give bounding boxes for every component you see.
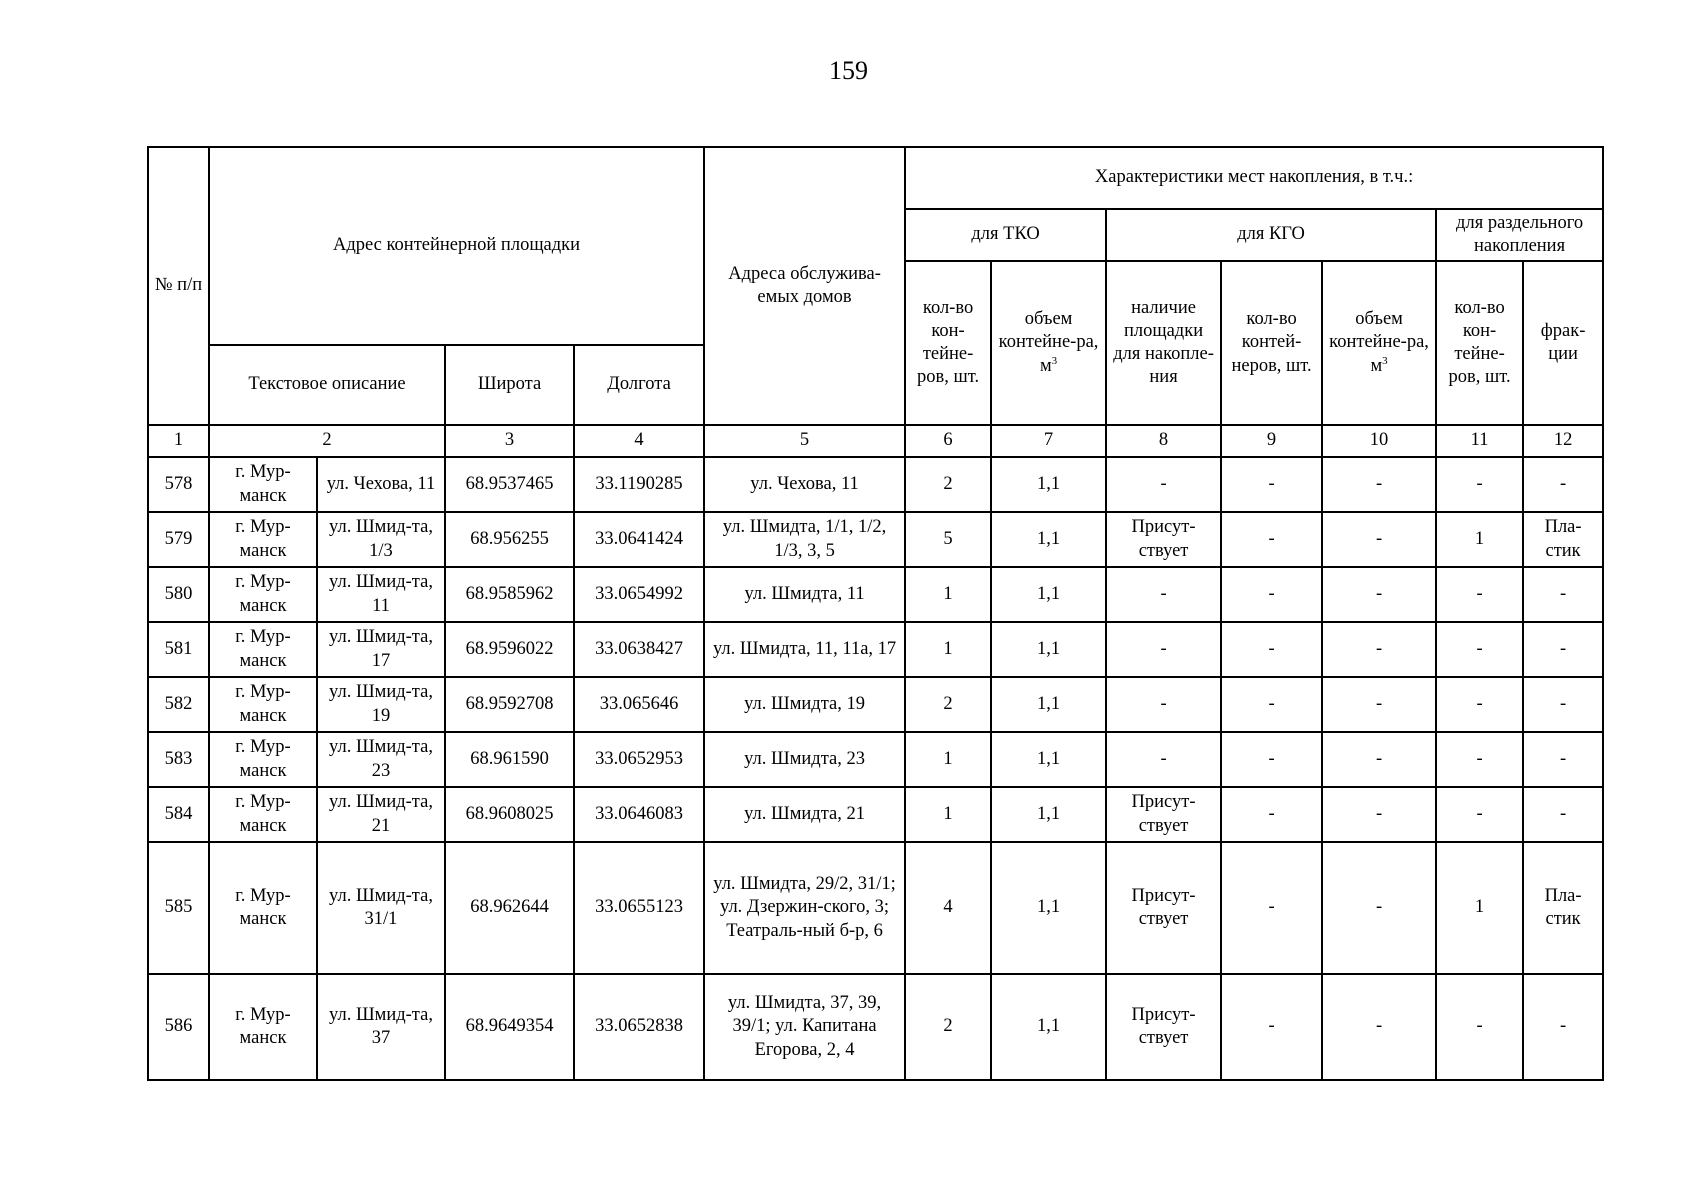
column-number: 1 (148, 425, 209, 457)
header-num: № п/п (148, 147, 209, 425)
row-fractions: - (1523, 974, 1603, 1080)
row-served-houses: ул. Шмидта, 29/2, 31/1; ул. Дзержин-ского, 3; Театраль-ный б-р, 6 (704, 842, 905, 974)
row-latitude: 68.9592708 (445, 677, 574, 732)
row-tko-count: 1 (905, 787, 991, 842)
header-tko-volume: объем контейне-ра, $м^3$ (991, 261, 1106, 425)
column-number: 11 (1436, 425, 1523, 457)
row-longitude: 33.0646083 (574, 787, 704, 842)
row-fractions: - (1523, 677, 1603, 732)
column-number-row (148, 425, 1603, 457)
row-fractions: Пла-стик (1523, 512, 1603, 567)
row-kgo-presence: - (1106, 567, 1221, 622)
row-latitude: 68.9585962 (445, 567, 574, 622)
table-row (148, 457, 1603, 512)
row-kgo-presence: - (1106, 732, 1221, 787)
header-text-description: Текстовое описание (209, 345, 445, 425)
row-tko-count: 4 (905, 842, 991, 974)
row-street: ул. Шмид-та, 23 (317, 732, 445, 787)
row-served-houses: ул. Шмидта, 37, 39, 39/1; ул. Капитана Егорова, 2, 4 (704, 974, 905, 1080)
column-number: 10 (1322, 425, 1436, 457)
header-tko: для ТКО (905, 209, 1106, 261)
row-tko-volume: 1,1 (991, 787, 1106, 842)
column-number: 4 (574, 425, 704, 457)
row-kgo-volume: - (1322, 787, 1436, 842)
row-tko-volume: 1,1 (991, 512, 1106, 567)
row-city: г. Мур-манск (209, 567, 317, 622)
row-separate-count: - (1436, 622, 1523, 677)
row-tko-volume: 1,1 (991, 732, 1106, 787)
row-tko-count: 2 (905, 677, 991, 732)
row-kgo-volume: - (1322, 677, 1436, 732)
row-longitude: 33.0652838 (574, 974, 704, 1080)
row-street: ул. Шмид-та, 17 (317, 622, 445, 677)
table-row (148, 567, 1603, 622)
row-kgo-count: - (1221, 457, 1322, 512)
row-tko-volume: 1,1 (991, 842, 1106, 974)
header-tko-count: кол-во кон-тейне-ров, шт. (905, 261, 991, 425)
table-row (148, 677, 1603, 732)
header-separate-count: кол-во кон-тейне-ров, шт. (1436, 261, 1523, 425)
table-row (148, 842, 1603, 974)
row-tko-volume: 1,1 (991, 567, 1106, 622)
table-row (148, 974, 1603, 1080)
row-tko-volume: 1,1 (991, 677, 1106, 732)
row-kgo-count: - (1221, 622, 1322, 677)
row-kgo-count: - (1221, 677, 1322, 732)
row-longitude: 33.0641424 (574, 512, 704, 567)
row-number: 586 (148, 974, 209, 1080)
column-number: 5 (704, 425, 905, 457)
row-fractions: - (1523, 457, 1603, 512)
row-served-houses: ул. Шмидта, 23 (704, 732, 905, 787)
row-city: г. Мур-манск (209, 842, 317, 974)
row-latitude: 68.9537465 (445, 457, 574, 512)
row-longitude: 33.0655123 (574, 842, 704, 974)
row-city: г. Мур-манск (209, 974, 317, 1080)
row-fractions: - (1523, 567, 1603, 622)
row-kgo-presence: - (1106, 622, 1221, 677)
column-number: 3 (445, 425, 574, 457)
row-kgo-volume: - (1322, 974, 1436, 1080)
row-kgo-volume: - (1322, 622, 1436, 677)
header-characteristics: Характеристики мест накопления, в т.ч.: (905, 147, 1603, 209)
row-tko-volume: 1,1 (991, 457, 1106, 512)
header-kgo: для КГО (1106, 209, 1436, 261)
row-separate-count: 1 (1436, 842, 1523, 974)
header-fractions: фрак-ции (1523, 261, 1603, 425)
row-tko-count: 5 (905, 512, 991, 567)
row-tko-count: 1 (905, 732, 991, 787)
row-separate-count: - (1436, 567, 1523, 622)
row-separate-count: - (1436, 974, 1523, 1080)
row-number: 582 (148, 677, 209, 732)
row-tko-volume: 1,1 (991, 622, 1106, 677)
row-latitude: 68.9596022 (445, 622, 574, 677)
header-kgo-count: кол-во контей-неров, шт. (1221, 261, 1322, 425)
row-separate-count: - (1436, 677, 1523, 732)
header-address: Адрес контейнерной площадки (209, 147, 704, 345)
row-street: ул. Шмид-та, 31/1 (317, 842, 445, 974)
row-separate-count: 1 (1436, 512, 1523, 567)
header-separate: для раздельного накопления (1436, 209, 1603, 261)
row-separate-count: - (1436, 732, 1523, 787)
row-served-houses: ул. Шмидта, 11 (704, 567, 905, 622)
row-street: ул. Шмид-та, 11 (317, 567, 445, 622)
row-fractions: - (1523, 787, 1603, 842)
row-city: г. Мур-манск (209, 622, 317, 677)
row-street: ул. Шмид-та, 21 (317, 787, 445, 842)
row-latitude: 68.961590 (445, 732, 574, 787)
row-kgo-volume: - (1322, 457, 1436, 512)
row-number: 584 (148, 787, 209, 842)
header-kgo-volume: объем контейне-ра, $м^3$ (1322, 261, 1436, 425)
row-longitude: 33.0638427 (574, 622, 704, 677)
row-longitude: 33.0654992 (574, 567, 704, 622)
row-fractions: Пла-стик (1523, 842, 1603, 974)
table-row (148, 787, 1603, 842)
header-served-houses: Адреса обслужива-емых домов (704, 147, 905, 425)
row-longitude: 33.065646 (574, 677, 704, 732)
row-served-houses: ул. Чехова, 11 (704, 457, 905, 512)
row-separate-count: - (1436, 457, 1523, 512)
row-served-houses: ул. Шмидта, 11, 11а, 17 (704, 622, 905, 677)
row-number: 585 (148, 842, 209, 974)
row-served-houses: ул. Шмидта, 1/1, 1/2, 1/3, 3, 5 (704, 512, 905, 567)
row-city: г. Мур-манск (209, 677, 317, 732)
row-tko-count: 2 (905, 974, 991, 1080)
row-street: ул. Шмид-та, 19 (317, 677, 445, 732)
column-number: 6 (905, 425, 991, 457)
row-served-houses: ул. Шмидта, 19 (704, 677, 905, 732)
row-number: 580 (148, 567, 209, 622)
row-kgo-count: - (1221, 974, 1322, 1080)
row-street: ул. Чехова, 11 (317, 457, 445, 512)
row-fractions: - (1523, 622, 1603, 677)
row-kgo-presence: - (1106, 457, 1221, 512)
row-served-houses: ул. Шмидта, 21 (704, 787, 905, 842)
row-kgo-presence: Присут-ствует (1106, 842, 1221, 974)
row-city: г. Мур-манск (209, 732, 317, 787)
row-kgo-presence: Присут-ствует (1106, 787, 1221, 842)
row-city: г. Мур-манск (209, 512, 317, 567)
page-number: 159 (829, 56, 868, 85)
row-kgo-presence: - (1106, 677, 1221, 732)
row-kgo-presence: Присут-ствует (1106, 974, 1221, 1080)
header-latitude: Широта (445, 345, 574, 425)
row-city: г. Мур-манск (209, 787, 317, 842)
row-longitude: 33.1190285 (574, 457, 704, 512)
row-longitude: 33.0652953 (574, 732, 704, 787)
row-number: 578 (148, 457, 209, 512)
row-number: 581 (148, 622, 209, 677)
row-kgo-count: - (1221, 787, 1322, 842)
row-tko-count: 1 (905, 622, 991, 677)
column-number: 7 (991, 425, 1106, 457)
row-kgo-count: - (1221, 567, 1322, 622)
row-kgo-volume: - (1322, 567, 1436, 622)
row-latitude: 68.962644 (445, 842, 574, 974)
header-kgo-presence: наличие площадки для накопле-ния (1106, 261, 1221, 425)
row-tko-volume: 1,1 (991, 974, 1106, 1080)
table-body (148, 457, 1603, 1080)
header-longitude: Долгота (574, 345, 704, 425)
row-kgo-volume: - (1322, 512, 1436, 567)
row-street: ул. Шмид-та, 37 (317, 974, 445, 1080)
row-tko-count: 1 (905, 567, 991, 622)
table-row (148, 732, 1603, 787)
column-number: 9 (1221, 425, 1322, 457)
row-kgo-volume: - (1322, 842, 1436, 974)
row-number: 583 (148, 732, 209, 787)
row-kgo-count: - (1221, 732, 1322, 787)
row-fractions: - (1523, 732, 1603, 787)
container-sites-table (147, 146, 1604, 1081)
table-row (148, 512, 1603, 567)
row-kgo-volume: - (1322, 732, 1436, 787)
row-separate-count: - (1436, 787, 1523, 842)
row-tko-count: 2 (905, 457, 991, 512)
row-street: ул. Шмид-та, 1/3 (317, 512, 445, 567)
row-kgo-presence: Присут-ствует (1106, 512, 1221, 567)
column-number: 8 (1106, 425, 1221, 457)
table-header (148, 147, 1603, 457)
column-number: 2 (209, 425, 445, 457)
row-city: г. Мур-манск (209, 457, 317, 512)
row-latitude: 68.9649354 (445, 974, 574, 1080)
row-kgo-count: - (1221, 842, 1322, 974)
row-latitude: 68.956255 (445, 512, 574, 567)
table-row (148, 622, 1603, 677)
column-number: 12 (1523, 425, 1603, 457)
row-kgo-count: - (1221, 512, 1322, 567)
row-latitude: 68.9608025 (445, 787, 574, 842)
row-number: 579 (148, 512, 209, 567)
